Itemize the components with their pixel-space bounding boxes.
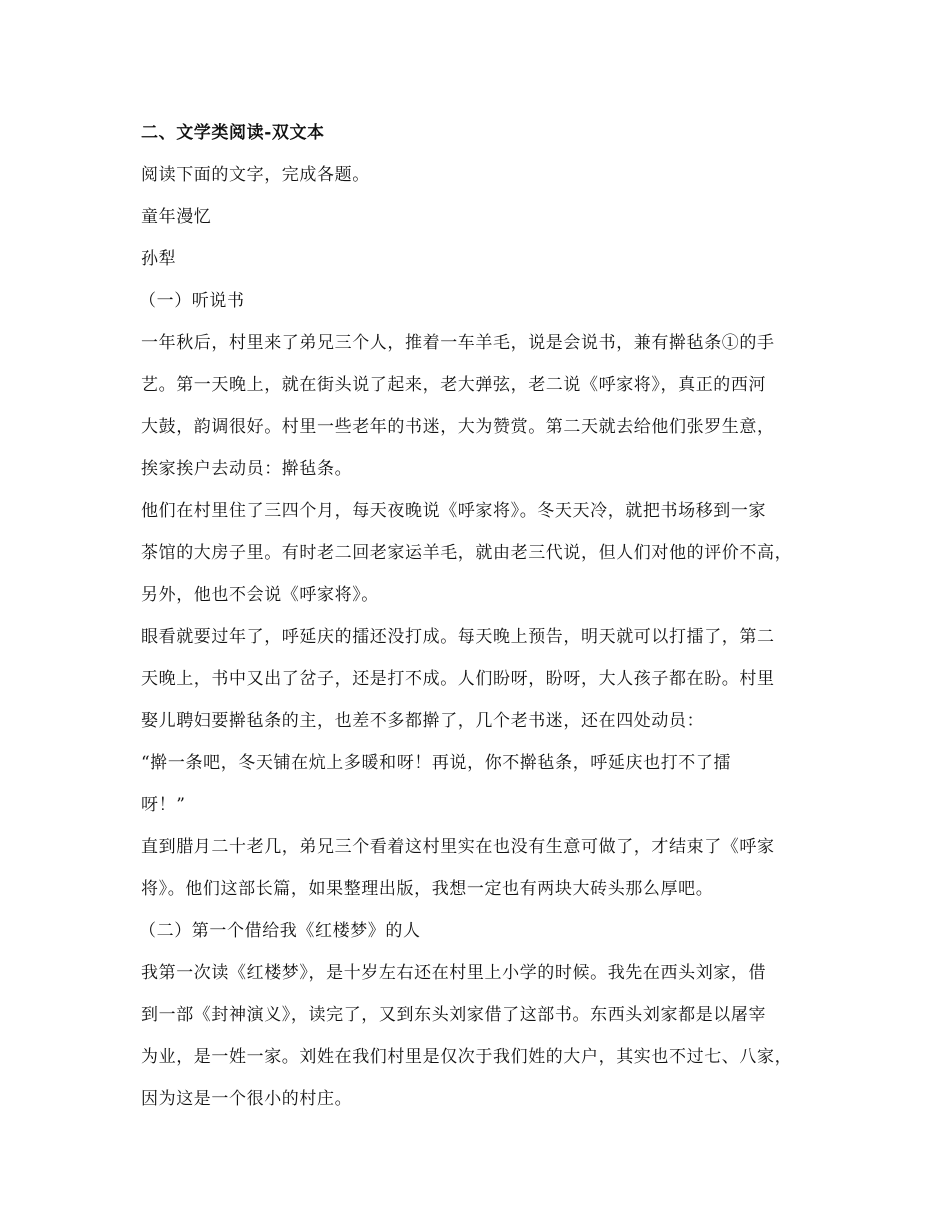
subsection-title-2: （二）第一个借给我《红楼梦》的人	[139, 921, 421, 941]
paragraph-line: 为业，是一姓一家。刘姓在我们村里是仅次于我们姓的大户，其实也不过七、八家，	[141, 1047, 793, 1067]
paragraph-line: 呀！”	[141, 795, 186, 815]
paragraph-line: 将》。他们这部长篇，如果整理出版，我想一定也有两块大砖头那么厚吧。	[141, 879, 714, 899]
paragraph-line: 大鼓，韵调很好。村里一些老年的书迷，大为赞赏。第二天就去给他们张罗生意，	[141, 417, 775, 437]
author-name: 孙犁	[141, 249, 177, 269]
article-title: 童年漫忆	[141, 207, 212, 227]
paragraph-line: 挨家挨户去动员：擀毡条。	[141, 459, 353, 479]
paragraph-line: 我第一次读《红楼梦》，是十岁左右还在村里上小学的时候。我先在西头刘家，借	[141, 963, 767, 983]
paragraph-line: 因为这是一个很小的村庄。	[141, 1089, 353, 1109]
paragraph-line: 到一部《封神演义》，读完了，又到东头刘家借了这部书。东西头刘家都是以屠宰	[141, 1005, 767, 1025]
paragraph-line: 天晚上，书中又出了岔子，还是打不成。人们盼呀，盼呀，大人孩子都在盼。村里	[141, 669, 775, 689]
instruction-text: 阅读下面的文字，完成各题。	[141, 165, 370, 185]
paragraph-line: 茶馆的大房子里。有时老二回老家运羊毛，就由老三代说，但人们对他的评价不高，	[141, 543, 793, 563]
paragraph-line: 艺。第一天晚上，就在街头说了起来，老大弹弦，老二说《呼家将》，真正的西河	[141, 375, 767, 395]
paragraph-line: 他们在村里住了三四个月，每天夜晚说《呼家将》。冬天天冷，就把书场移到一家	[141, 501, 767, 521]
paragraph-line: 眼看就要过年了，呼延庆的擂还没打成。每天晚上预告，明天就可以打擂了，第二	[141, 627, 775, 647]
section-heading: 二、文学类阅读-双文本	[141, 123, 325, 143]
paragraph-line: 另外，他也不会说《呼家将》。	[141, 585, 379, 605]
paragraph-line: 一年秋后，村里来了弟兄三个人，推着一车羊毛，说是会说书，兼有擀毡条①的手	[141, 333, 775, 353]
paragraph-line: “擀一条吧，冬天铺在炕上多暖和呀！再说，你不擀毡条，呼延庆也打不了擂	[141, 753, 732, 773]
document-content	[141, 112, 821, 1120]
paragraph-line: 娶儿聘妇要擀毡条的主，也差不多都擀了，几个老书迷，还在四处动员：	[141, 711, 705, 731]
paragraph-line: 直到腊月二十老几，弟兄三个看着这村里实在也没有生意可做了，才结束了《呼家	[141, 837, 775, 857]
subsection-title-1: （一）听说书	[139, 291, 245, 311]
